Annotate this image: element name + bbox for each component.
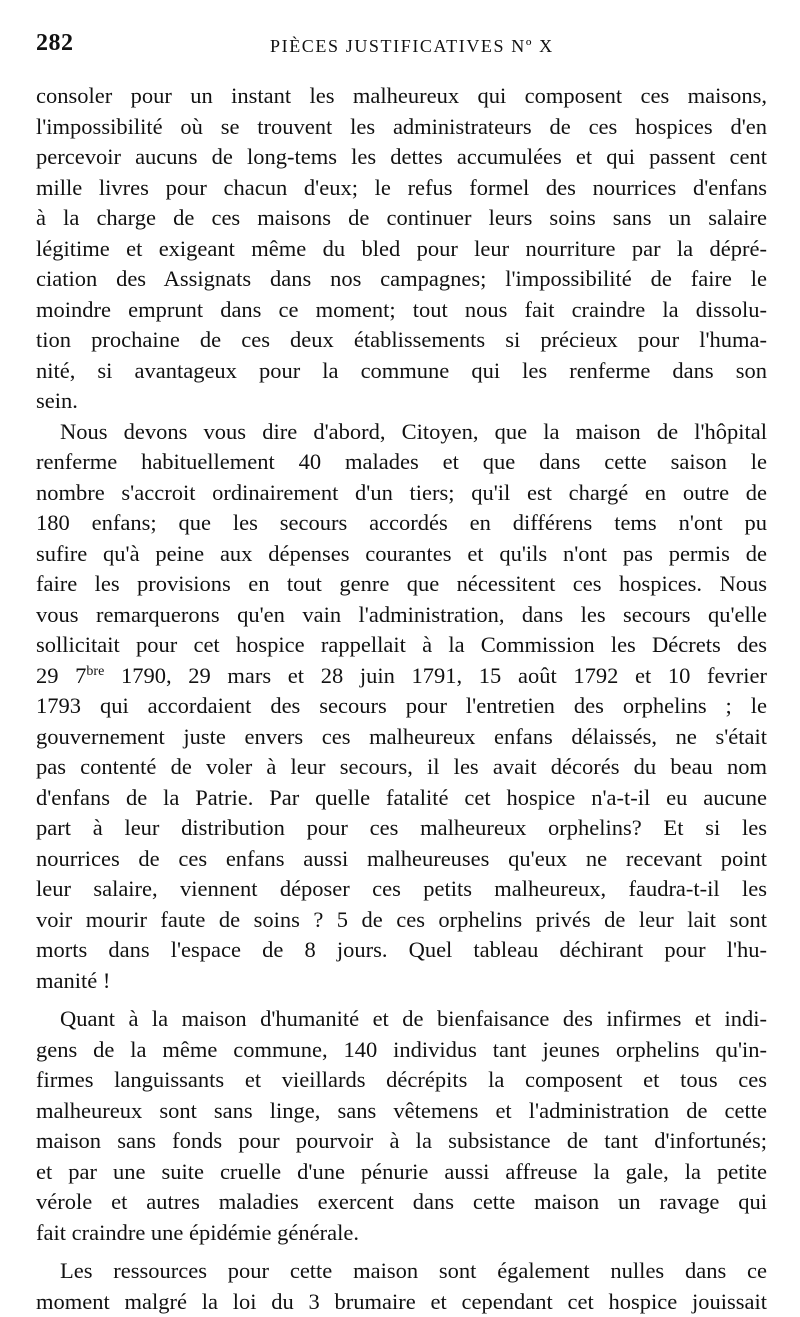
paragraph-line: d'enfans de la Patrie. Par quelle fatalité cet hospice n'a-t-il eu aucune — [36, 783, 767, 814]
paragraph-line: moment malgré la loi du 3 brumaire et cependant cet hospice jouissait — [36, 1287, 767, 1317]
paragraph-line: à la charge de ces maisons de continuer leurs soins sans un salaire — [36, 203, 767, 234]
paragraph-line: Quant à la maison d'humanité et de bienfaisance des infirmes et indi- — [36, 1004, 767, 1035]
paragraph-line: maison sans fonds pour pourvoir à la subsistance de tant d'infortunés; — [36, 1126, 767, 1157]
paragraph-line: nourrices de ces enfans aussi malheureuses qu'eux ne recevant point — [36, 844, 767, 875]
paragraph-line: vous remarquerons qu'en vain l'administration, dans les secours qu'elle — [36, 600, 767, 631]
paragraph-line: légitime et exigeant même du bled pour leur nourriture par la dépré- — [36, 234, 767, 265]
paragraph-line: pas contenté de voler à leur secours, il les avait décorés du beau nom — [36, 752, 767, 783]
paragraph-line: gens de la même commune, 140 individus tant jeunes orphelins qu'in- — [36, 1035, 767, 1066]
paragraph-line: 1793 qui accordaient des secours pour l'entretien des orphelins ; le — [36, 691, 767, 722]
paragraph-line: Nous devons vous dire d'abord, Citoyen, que la maison de l'hôpital — [36, 417, 767, 448]
paragraph-line: nité, si avantageux pour la commune qui les renferme dans son — [36, 356, 767, 387]
paragraph-line: sollicitait pour cet hospice rappellait à la Commission les Décrets des — [36, 630, 767, 661]
running-head — [36, 30, 760, 64]
paragraph-line: voir mourir faute de soins ? 5 de ces orphelins privés de leur lait sont — [36, 905, 767, 936]
paragraph-line: 180 enfans; que les secours accordés en différens tems n'ont pu — [36, 508, 767, 539]
page-number: 282 — [36, 30, 74, 57]
paragraph-line: gouvernement juste envers ces malheureux enfans délaissés, ne s'était — [36, 722, 767, 753]
ordinal-superscript: bre — [86, 664, 104, 679]
paragraph-last-line: manité ! — [36, 966, 767, 997]
paragraph-line: sufire qu'à peine aux dépenses courantes et qu'ils n'ont pas permis de — [36, 539, 767, 570]
paragraph-line: ciation des Assignats dans nos campagnes; l'impossibilité de faire le — [36, 264, 767, 295]
paragraph-line: Les ressources pour cette maison sont également nulles dans ce — [36, 1256, 767, 1287]
paragraph-line: nombre s'accroit ordinairement d'un tiers; qu'il est chargé en outre de — [36, 478, 767, 509]
paragraph-line: vérole et autres maladies exercent dans cette maison un ravage qui — [36, 1187, 767, 1218]
paragraph-line: moindre emprunt dans ce moment; tout nous fait craindre la dissolu- — [36, 295, 767, 326]
paragraph-line: morts dans l'espace de 8 jours. Quel tableau déchirant pour l'hu- — [36, 935, 767, 966]
paragraph-line: leur salaire, viennent déposer ces petits malheureux, faudra-t-il les — [36, 874, 767, 905]
paragraph-line: consoler pour un instant les malheureux qui composent ces maisons, — [36, 81, 767, 112]
paragraph-line: et par une suite cruelle d'une pénurie aussi affreuse la gale, la petite — [36, 1157, 767, 1188]
paragraph-line: mille livres pour chacun d'eux; le refus formel des nourrices d'enfans — [36, 173, 767, 204]
paragraph-line: firmes languissants et vieillards décrépits la composent et tous ces — [36, 1065, 767, 1096]
paragraph-last-line: fait craindre une épidémie générale. — [36, 1218, 767, 1249]
paragraph-line: percevoir aucuns de long-tems les dettes accumulées et qui passent cent — [36, 142, 767, 173]
paragraph-line: renferme habituellement 40 malades et que dans cette saison le — [36, 447, 767, 478]
paragraph-line: 29 $7^{bre}$ 1790, 29 mars et 28 juin 1791, 15 août 1792 et 10 fevrier — [36, 661, 767, 692]
paragraph-line: tion prochaine de ces deux établissements si précieux pour l'huma- — [36, 325, 767, 356]
paragraph-line: l'impossibilité où se trouvent les administrateurs de ces hospices d'en — [36, 112, 767, 143]
running-title: PIÈCES JUSTIFICATIVES Nº X — [270, 36, 554, 57]
paragraph-line: faire les provisions en tout genre que nécessitent ces hospices. Nous — [36, 569, 767, 600]
paragraph-line: part à leur distribution pour ces malheureux orphelins? Et si les — [36, 813, 767, 844]
paragraph-last-line: sein. — [36, 386, 767, 417]
body-text — [36, 81, 767, 1317]
paragraph-line: malheureux sont sans linge, sans vêtemens et l'administration de cette — [36, 1096, 767, 1127]
